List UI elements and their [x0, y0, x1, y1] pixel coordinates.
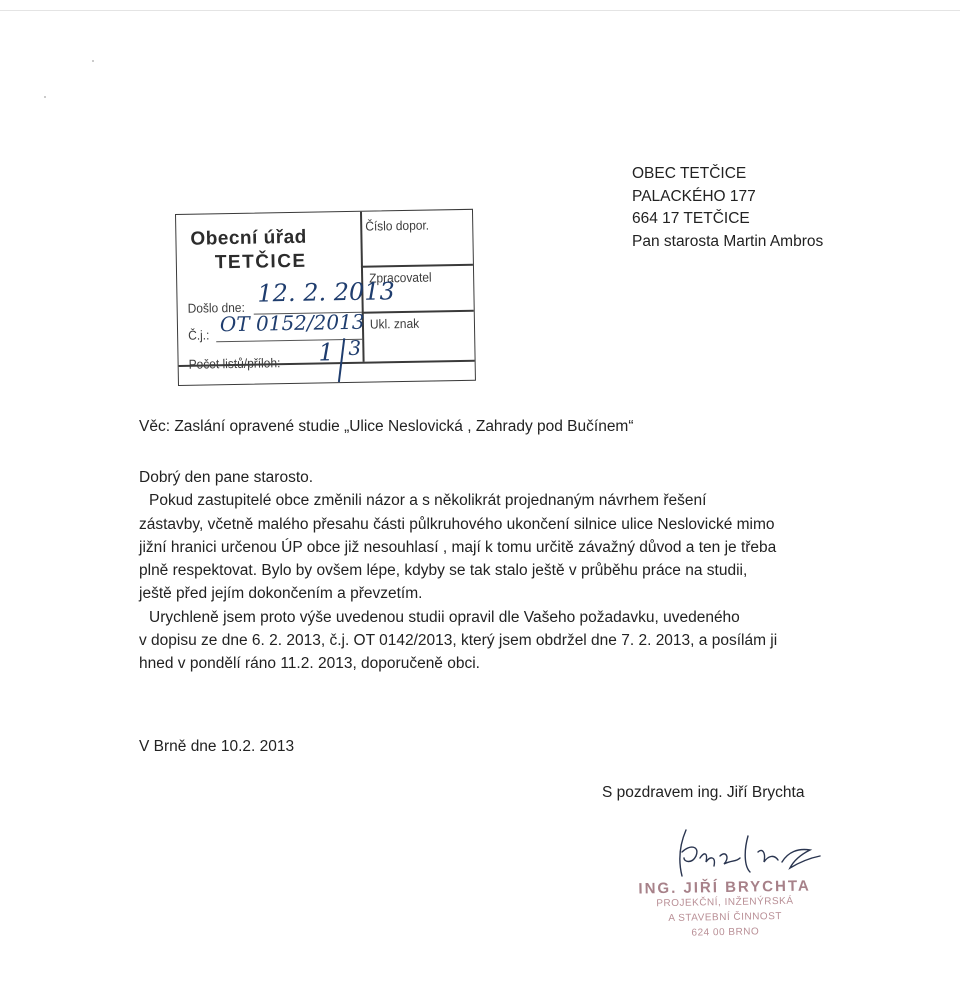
scan-top-edge	[0, 10, 960, 11]
stamp-underline	[216, 339, 362, 343]
company-stamp	[599, 878, 850, 942]
stamp-doslo-label: Došlo dne:	[187, 299, 245, 316]
recipient-line: OBEC TETČICE	[632, 165, 747, 182]
letter-body	[139, 466, 839, 676]
stamp-divider	[361, 264, 473, 267]
stamp-fraction-slash	[338, 338, 345, 382]
body-line: jižní hranici určenou ÚP obce již nesouhlasí , mají k tomu určitě závažný důvod a ten je třeba	[139, 538, 777, 556]
body-line: zástavby, včetně malého přesahu části půlkruhového ukončení silnice ulice Neslovické mimo	[139, 515, 775, 533]
stamp-office-title: Obecní úřad	[190, 226, 307, 250]
body-line: plně respektovat. Bylo by ovšem lépe, kdyby se tak stalo ještě v průběhu práce na studii,	[139, 562, 748, 580]
recipient-line: Pan starosta Martin Ambros	[632, 232, 824, 250]
registry-stamp	[175, 209, 476, 386]
stamp-doslo-value: 12. 2. 2013	[257, 277, 396, 308]
stamp-cislo-label: Číslo dopor.	[365, 217, 430, 234]
body-line: Urychleně jsem proto výše uvedenou studii opravil dle Vašeho požadavku, uvedeného	[149, 608, 740, 626]
body-line: v dopisu ze dne 6. 2. 2013, č.j. OT 0142/2013, který jsem obdržel dne 7. 2. 2013, a posílám ji	[139, 632, 778, 650]
greeting: Dobrý den pane starosto.	[139, 469, 314, 486]
stamp-office-town: TETČICE	[214, 250, 307, 274]
stamp-divider	[362, 310, 474, 313]
stamp-zpracovatel-label: Zpracovatel	[369, 269, 432, 286]
body-line: Pokud zastupitelé obce změnili názor a s několikrát projednaným návrhem řešení	[149, 492, 707, 510]
scan-speck	[44, 96, 46, 98]
stamp-uklad-label: Ukl. znak	[369, 315, 420, 332]
subject-line: Věc: Zaslání opravené studie „Ulice Neslovická , Zahrady pod Bučínem“	[139, 418, 634, 435]
stamp-cj-label: Č.j.:	[187, 327, 210, 343]
recipient-line: 664 17 TETČICE	[632, 210, 750, 227]
stamp-pocet-priloh: 3	[348, 335, 362, 360]
company-stamp-line: PROJEKČNÍ, INŽENÝRSKÁ	[656, 895, 794, 910]
scan-speck	[92, 60, 94, 62]
closing-signature-line: S pozdravem ing. Jiří Brychta	[602, 784, 805, 801]
place-and-date: V Brně dne 10.2. 2013	[139, 738, 295, 755]
handwritten-signature	[670, 822, 835, 882]
body-line: ještě před jejím dokončením a převzetím.	[139, 585, 423, 603]
recipient-address	[632, 163, 823, 253]
stamp-pocet-listu: 1	[318, 338, 334, 367]
company-stamp-name: ING. JIŘÍ BRYCHTA	[638, 877, 811, 898]
stamp-pocet-label: Počet listů/příloh:	[188, 355, 281, 372]
body-line: hned v pondělí ráno 11.2. 2013, doporučeně obci.	[139, 655, 480, 673]
recipient-line: PALACKÉHO 177	[632, 187, 756, 205]
paragraph-1	[139, 489, 839, 605]
stamp-cj-value: OT 0152/2013	[219, 309, 365, 337]
paragraph-2	[139, 606, 839, 676]
company-stamp-address: 624 00 BRNO	[691, 926, 760, 939]
company-stamp-line: A STAVEBNÍ ČINNOST	[668, 911, 783, 924]
